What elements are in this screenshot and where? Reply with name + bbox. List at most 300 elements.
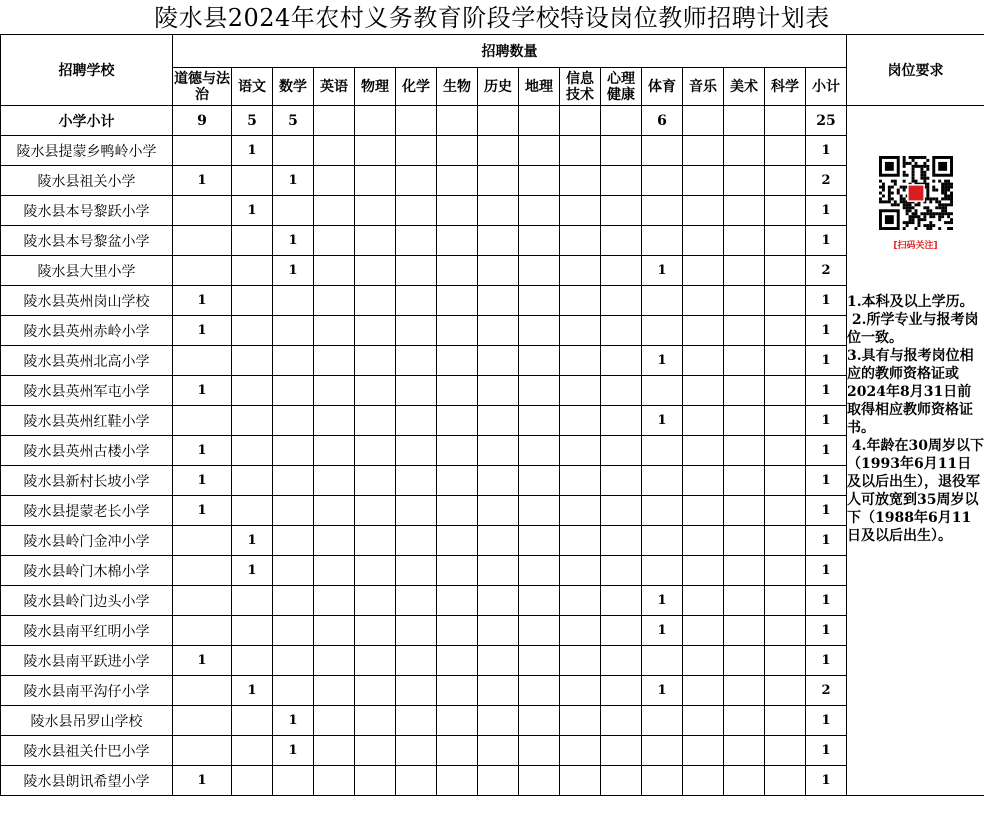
summary-value: 5 (273, 106, 314, 136)
table-row (1, 766, 984, 796)
subject-count: 1 (642, 256, 683, 286)
subject-count (314, 256, 355, 286)
table-body (1, 106, 984, 796)
subject-count (232, 286, 273, 316)
subject-count (765, 526, 806, 556)
subject-count (683, 196, 724, 226)
subject-count (314, 676, 355, 706)
subject-count (724, 376, 765, 406)
subject-count (314, 286, 355, 316)
subject-count (601, 286, 642, 316)
subject-header: 美术 (724, 68, 765, 106)
subject-count (765, 196, 806, 226)
subject-count (765, 436, 806, 466)
school-name: 陵水县英州赤岭小学 (1, 316, 173, 346)
subject-count (765, 226, 806, 256)
subject-count (724, 496, 765, 526)
subject-count (519, 346, 560, 376)
table-row (1, 556, 984, 586)
subject-count (683, 706, 724, 736)
subject-count (396, 406, 437, 436)
table-row (1, 196, 984, 226)
row-subtotal: 1 (806, 196, 847, 226)
subject-count (478, 736, 519, 766)
row-subtotal: 1 (806, 376, 847, 406)
subject-count (642, 286, 683, 316)
subject-count (478, 586, 519, 616)
subject-count (437, 376, 478, 406)
subject-count (355, 616, 396, 646)
subject-count: 1 (232, 526, 273, 556)
subject-count (560, 586, 601, 616)
table-row (1, 256, 984, 286)
subject-count (601, 406, 642, 436)
row-subtotal: 2 (806, 676, 847, 706)
subject-count (273, 496, 314, 526)
subject-count (519, 286, 560, 316)
subject-count (273, 526, 314, 556)
subject-count (642, 226, 683, 256)
subject-count (355, 376, 396, 406)
subject-count (519, 706, 560, 736)
subject-count (437, 766, 478, 796)
school-name: 陵水县英州红鞋小学 (1, 406, 173, 436)
subject-count (601, 766, 642, 796)
subject-count (314, 736, 355, 766)
school-name: 陵水县祖关什巴小学 (1, 736, 173, 766)
subject-count (478, 466, 519, 496)
subject-count (173, 226, 232, 256)
summary-value (396, 106, 437, 136)
subject-count (601, 136, 642, 166)
subject-count (232, 496, 273, 526)
subject-count (683, 466, 724, 496)
subject-count (314, 616, 355, 646)
subject-count: 1 (273, 166, 314, 196)
subject-count (437, 136, 478, 166)
subject-count (765, 136, 806, 166)
row-subtotal: 1 (806, 556, 847, 586)
subject-count (683, 676, 724, 706)
subject-count (355, 286, 396, 316)
subject-count (355, 556, 396, 586)
subject-count: 1 (273, 736, 314, 766)
subject-count (355, 766, 396, 796)
subject-count (273, 316, 314, 346)
row-subtotal: 1 (806, 526, 847, 556)
row-subtotal: 2 (806, 256, 847, 286)
subject-count: 1 (273, 706, 314, 736)
subject-count (437, 166, 478, 196)
count-group-header: 招聘数量 (173, 35, 847, 68)
subject-count (519, 556, 560, 586)
subject-count: 1 (642, 346, 683, 376)
subject-count (601, 616, 642, 646)
subject-count (601, 676, 642, 706)
school-name: 陵水县本号黎跃小学 (1, 196, 173, 226)
subject-count (437, 646, 478, 676)
requirement-line: 4.年龄在30周岁以下（1993年6月11日及以后出生），退役军人可放宽到35周岁以下（1988年6月11日及以后出生）。 (847, 438, 984, 544)
subject-count (724, 466, 765, 496)
subject-count (396, 286, 437, 316)
subject-count (396, 676, 437, 706)
subject-count (601, 496, 642, 526)
subject-count (683, 226, 724, 256)
subject-count (437, 736, 478, 766)
subject-count: 1 (173, 316, 232, 346)
subject-count (355, 136, 396, 166)
subject-count (519, 376, 560, 406)
subject-count (683, 376, 724, 406)
subject-count (396, 196, 437, 226)
subject-count (478, 556, 519, 586)
subject-count (437, 226, 478, 256)
school-name: 陵水县英州岗山学校 (1, 286, 173, 316)
school-name: 陵水县吊罗山学校 (1, 706, 173, 736)
school-name: 陵水县岭门木棉小学 (1, 556, 173, 586)
subject-count (765, 466, 806, 496)
subject-count (437, 316, 478, 346)
subject-count (478, 226, 519, 256)
subject-count (478, 316, 519, 346)
subject-count (519, 526, 560, 556)
subject-count (232, 766, 273, 796)
subject-count (765, 406, 806, 436)
table-row (1, 496, 984, 526)
subject-count (273, 616, 314, 646)
subject-count (314, 466, 355, 496)
subject-count (519, 436, 560, 466)
subject-count: 1 (232, 136, 273, 166)
subject-count (355, 466, 396, 496)
subject-count (724, 346, 765, 376)
subject-count (478, 676, 519, 706)
subject-count (560, 226, 601, 256)
school-name: 陵水县南平沟仔小学 (1, 676, 173, 706)
subject-count (601, 346, 642, 376)
subject-count (683, 586, 724, 616)
subject-count (437, 406, 478, 436)
summary-value: 9 (173, 106, 232, 136)
subject-count (478, 616, 519, 646)
table-row (1, 136, 984, 166)
table-row (1, 436, 984, 466)
subject-count (519, 166, 560, 196)
subject-count (765, 316, 806, 346)
subject-count (642, 136, 683, 166)
subject-count (232, 256, 273, 286)
subject-count (560, 256, 601, 286)
subject-count (396, 736, 437, 766)
subject-count (396, 316, 437, 346)
subject-count: 1 (173, 466, 232, 496)
subject-count (560, 646, 601, 676)
subject-count (519, 466, 560, 496)
school-name: 陵水县提蒙乡鸭岭小学 (1, 136, 173, 166)
subject-count (173, 706, 232, 736)
subject-count: 1 (642, 406, 683, 436)
subject-count: 1 (173, 166, 232, 196)
subject-count (519, 256, 560, 286)
subject-count: 1 (273, 226, 314, 256)
subject-count (355, 706, 396, 736)
subject-count (173, 346, 232, 376)
school-name: 陵水县南平红明小学 (1, 616, 173, 646)
row-subtotal: 1 (806, 586, 847, 616)
subject-count: 1 (232, 196, 273, 226)
subject-header: 心理健康 (601, 68, 642, 106)
subject-count (765, 616, 806, 646)
subject-count (765, 256, 806, 286)
table-row (1, 736, 984, 766)
subject-count (314, 316, 355, 346)
subject-count (724, 256, 765, 286)
subject-count (314, 226, 355, 256)
subject-count (724, 526, 765, 556)
subject-count (724, 136, 765, 166)
subject-count (560, 706, 601, 736)
subject-count (560, 556, 601, 586)
subject-count (519, 196, 560, 226)
subject-count (173, 406, 232, 436)
subject-count (683, 346, 724, 376)
subject-count (601, 256, 642, 286)
subject-count (437, 496, 478, 526)
summary-value (601, 106, 642, 136)
subject-count (642, 766, 683, 796)
subject-count (478, 256, 519, 286)
subject-count (765, 556, 806, 586)
subject-count (437, 586, 478, 616)
subject-count (560, 676, 601, 706)
subject-count (478, 436, 519, 466)
subject-header: 数学 (273, 68, 314, 106)
subject-count (232, 586, 273, 616)
subject-count (273, 136, 314, 166)
subject-count (173, 136, 232, 166)
subject-count (173, 196, 232, 226)
subject-count (642, 166, 683, 196)
subject-count (314, 376, 355, 406)
subject-header: 英语 (314, 68, 355, 106)
subject-count (437, 706, 478, 736)
subject-count (478, 136, 519, 166)
school-name: 陵水县岭门金冲小学 (1, 526, 173, 556)
requirement-line: 1.本科及以上学历。 (847, 294, 974, 310)
subject-count (601, 586, 642, 616)
subject-count (765, 346, 806, 376)
subject-count (396, 586, 437, 616)
subject-count (173, 616, 232, 646)
subject-count (724, 286, 765, 316)
subject-count (724, 586, 765, 616)
row-subtotal: 1 (806, 226, 847, 256)
table-row (1, 586, 984, 616)
subject-count (396, 766, 437, 796)
subject-count (273, 406, 314, 436)
school-name: 陵水县本号黎盆小学 (1, 226, 173, 256)
subject-count (355, 526, 396, 556)
subject-count (396, 526, 437, 556)
subject-count (683, 646, 724, 676)
subject-count: 1 (173, 436, 232, 466)
subject-count (560, 166, 601, 196)
subject-count (355, 316, 396, 346)
subject-count (478, 496, 519, 526)
subject-count (355, 346, 396, 376)
subject-count (478, 346, 519, 376)
subject-count (314, 436, 355, 466)
table-row (1, 166, 984, 196)
subject-count (173, 586, 232, 616)
subject-count (683, 316, 724, 346)
subject-count (601, 166, 642, 196)
subject-count (765, 706, 806, 736)
subject-count (437, 526, 478, 556)
subject-count (560, 736, 601, 766)
page-title: 陵水县2024年农村义务教育阶段学校特设岗位教师招聘计划表 (154, 4, 830, 32)
subject-count (173, 736, 232, 766)
summary-value (765, 106, 806, 136)
subject-count (232, 316, 273, 346)
requirement-line: 3.具有与报考岗位相应的教师资格证或2024年8月31日前取得相应教师资格证书。 (847, 348, 974, 436)
subject-count (232, 226, 273, 256)
subject-count: 1 (173, 646, 232, 676)
subject-count (273, 346, 314, 376)
subject-count: 1 (273, 256, 314, 286)
subject-count (519, 226, 560, 256)
subject-count (765, 736, 806, 766)
recruitment-table (0, 34, 984, 796)
subject-header: 科学 (765, 68, 806, 106)
subject-count (765, 766, 806, 796)
subject-header: 化学 (396, 68, 437, 106)
subject-count (601, 736, 642, 766)
subject-count (601, 646, 642, 676)
subject-count (478, 406, 519, 436)
subject-count (478, 166, 519, 196)
subject-header: 生物 (437, 68, 478, 106)
subject-count (519, 616, 560, 646)
subject-header: 道德与法治 (173, 68, 232, 106)
subject-count (232, 346, 273, 376)
table-row (1, 346, 984, 376)
row-subtotal: 1 (806, 646, 847, 676)
subject-count (601, 526, 642, 556)
summary-value: 6 (642, 106, 683, 136)
summary-value (314, 106, 355, 136)
subject-count (519, 736, 560, 766)
row-subtotal: 1 (806, 136, 847, 166)
subject-count (683, 286, 724, 316)
summary-value (519, 106, 560, 136)
subject-count (724, 436, 765, 466)
table-row (1, 706, 984, 736)
subject-count (724, 706, 765, 736)
subject-count (683, 736, 724, 766)
subject-count (314, 586, 355, 616)
subject-count (683, 436, 724, 466)
subject-count (396, 136, 437, 166)
subject-count (724, 646, 765, 676)
subject-count (642, 646, 683, 676)
subject-count (273, 466, 314, 496)
table-row (1, 646, 984, 676)
school-name: 陵水县新村长坡小学 (1, 466, 173, 496)
subject-count (560, 496, 601, 526)
subject-count (396, 166, 437, 196)
subject-count (314, 706, 355, 736)
subject-count (478, 376, 519, 406)
subject-header: 体育 (642, 68, 683, 106)
subject-count: 1 (232, 556, 273, 586)
subject-count (601, 556, 642, 586)
subject-count (232, 646, 273, 676)
subject-count (765, 286, 806, 316)
subject-count (683, 406, 724, 436)
subject-count (601, 376, 642, 406)
subject-count (173, 676, 232, 706)
subject-count (724, 556, 765, 586)
subject-count (642, 706, 683, 736)
subject-count (355, 196, 396, 226)
table-row (1, 616, 984, 646)
subject-count (683, 136, 724, 166)
school-name: 陵水县祖关小学 (1, 166, 173, 196)
subject-count (560, 286, 601, 316)
subject-count (232, 466, 273, 496)
subject-count (232, 436, 273, 466)
subject-count (478, 646, 519, 676)
summary-value: 5 (232, 106, 273, 136)
subject-count (396, 556, 437, 586)
subject-count (724, 226, 765, 256)
subject-count (314, 196, 355, 226)
row-subtotal: 1 (806, 436, 847, 466)
subject-count: 1 (642, 676, 683, 706)
subject-count (642, 736, 683, 766)
subject-count (437, 436, 478, 466)
subject-count (273, 586, 314, 616)
requirement-line: 2.所学专业与报考岗位一致。 (847, 312, 979, 346)
subject-count (560, 376, 601, 406)
table-row (1, 526, 984, 556)
subject-count (478, 526, 519, 556)
subject-count (437, 196, 478, 226)
table-row (1, 286, 984, 316)
subject-count (396, 256, 437, 286)
subject-header: 音乐 (683, 68, 724, 106)
row-subtotal: 1 (806, 766, 847, 796)
subject-count (683, 256, 724, 286)
subject-count (765, 376, 806, 406)
subject-count (724, 736, 765, 766)
subject-count (355, 226, 396, 256)
subject-count (173, 526, 232, 556)
subject-count (396, 376, 437, 406)
subject-count (314, 526, 355, 556)
subject-count (232, 406, 273, 436)
qr-caption: [扫码关注] (893, 241, 938, 251)
subject-count (601, 316, 642, 346)
summary-value (724, 106, 765, 136)
subject-count (765, 586, 806, 616)
school-name: 陵水县大里小学 (1, 256, 173, 286)
requirements-column-header: 岗位要求 (847, 35, 984, 106)
qr-code-block (847, 156, 984, 255)
subject-count (724, 616, 765, 646)
subject-count (560, 196, 601, 226)
